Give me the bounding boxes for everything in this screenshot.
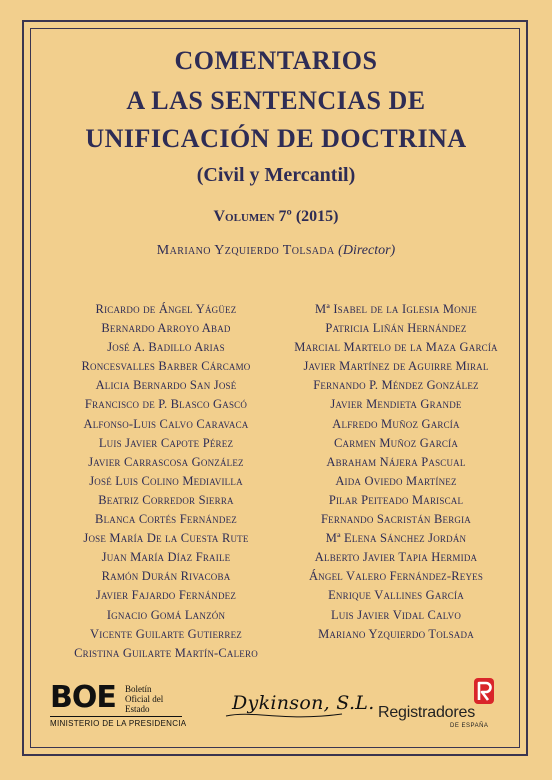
registradores-name: Registradores (378, 704, 476, 721)
author-name: Aida Oviedo Martínez (335, 473, 457, 488)
registradores-logo (378, 676, 498, 736)
author-name: Cristina Guilarte Martín-Calero (74, 645, 258, 660)
author-name: Alicia Bernardo San José (95, 378, 237, 393)
author-name: Ramón Durán Rivacoba (101, 569, 231, 584)
author-name: Ignacio Gomá Lanzón (106, 607, 226, 622)
title-line-1: COMENTARIOS (174, 46, 378, 75)
author-name: Fernando Sacristán Bergia (321, 512, 471, 527)
author-name: Jose María De la Cuesta Rute (83, 531, 249, 546)
authors-left-column (48, 300, 284, 663)
title-line-3: UNIFICACIÓN DE DOCTRINA (85, 124, 467, 153)
volume-label: Volumen 7º (2015) (213, 208, 339, 225)
author-name: Alfonso-Luis Calvo Caravaca (83, 416, 249, 431)
boe-text-line: Estado (125, 704, 150, 714)
author-name: Javier Carrascosa González (88, 454, 244, 469)
registradores-sub: DE ESPAÑA (450, 723, 489, 729)
author-name: Alfredo Muñoz García (332, 416, 460, 431)
author-name: Marcial Martelo de la Maza García (294, 340, 498, 355)
boe-text (125, 684, 163, 714)
boe-divider (50, 716, 182, 717)
author-name: Mª Isabel de la Iglesia Monje (315, 302, 477, 316)
boe-text-line: Boletín (125, 684, 152, 694)
author-name: Javier Mendieta Grande (330, 397, 462, 412)
author-name: Vicente Guilarte Gutierrez (90, 626, 242, 641)
author-name: Mª Elena Sánchez Jordán (325, 531, 467, 546)
boe-text-line: Oficial del (125, 694, 164, 704)
authors-right-column (278, 300, 514, 644)
author-name: José Luis Colino Mediavilla (89, 473, 243, 488)
director-line (0, 243, 552, 259)
author-name: Roncesvalles Barber Cárcamo (81, 359, 251, 374)
title-line-2: A LAS SENTENCIAS DE (126, 86, 426, 115)
author-name: Carmen Muñoz García (333, 435, 459, 450)
author-name: Bernardo Arroyo Abad (101, 321, 231, 336)
author-name: Ricardo de Ángel Yágüez (95, 302, 237, 316)
author-name: Juan María Díaz Fraile (101, 550, 231, 565)
dykinson-flourish-icon (224, 708, 344, 722)
subtitle: (Civil y Mercantil) (196, 164, 356, 186)
author-name: Luis Javier Capote Pérez (98, 435, 234, 450)
author-name: Enrique Vallines García (328, 588, 464, 603)
boe-mark: BOE (50, 680, 116, 715)
author-name: Abraham Nájera Pascual (326, 454, 466, 469)
author-name: Beatriz Corredor Sierra (98, 492, 234, 507)
boe-logo (50, 682, 190, 730)
author-name: Luis Javier Vidal Calvo (330, 607, 462, 622)
author-name: Blanca Cortés Fernández (95, 512, 237, 527)
author-name: Javier Fajardo Fernández (95, 588, 237, 603)
registradores-r-icon (472, 676, 496, 706)
author-name: Fernando P. Méndez González (313, 378, 479, 393)
dykinson-logo: Dykinson, S.L. (232, 692, 375, 714)
author-name: Pilar Peiteado Mariscal (328, 492, 464, 507)
director-role: (Director) (338, 243, 396, 258)
boe-ministry: MINISTERIO DE LA PRESIDENCIA (50, 719, 187, 728)
director-name: Mariano Yzquierdo Tolsada (156, 243, 335, 258)
author-name: José A. Badillo Arias (107, 340, 225, 355)
author-name: Patricia Liñán Hernández (325, 321, 467, 336)
author-name: Alberto Javier Tapia Hermida (314, 550, 478, 565)
author-name: Mariano Yzquierdo Tolsada (318, 626, 474, 641)
author-name: Ángel Valero Fernández-Reyes (308, 569, 484, 584)
author-name: Francisco de P. Blasco Gascó (84, 397, 248, 412)
author-name: Javier Martínez de Aguirre Miral (303, 359, 489, 374)
